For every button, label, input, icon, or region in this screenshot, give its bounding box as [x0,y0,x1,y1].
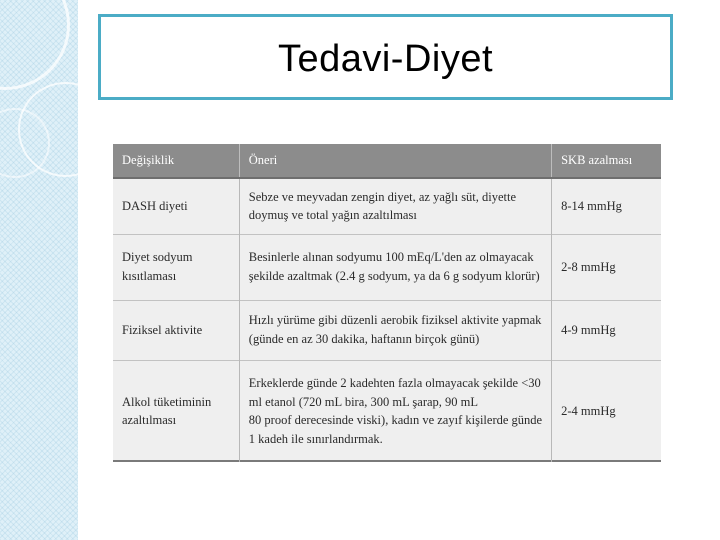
table-row [113,300,661,360]
cell-reduction: 2-8 mmHg [552,234,661,300]
decorative-ring [0,0,70,90]
recommendation-line: Hızlı yürüme gibi düzenli aerobik fiziksel aktivite yapmak [248,313,542,328]
cell-recommendation [239,360,551,462]
cell-reduction: 8-14 mmHg [552,178,661,234]
recommendation-line: (günde en az 30 dakika, haftanın birçok günü) [248,332,480,346]
recommendation-table [113,144,661,462]
cell-recommendation [239,300,551,360]
header-recommendation: Öneri [239,144,551,178]
recommendation-line: şekilde azaltmak (2.4 g sodyum, ya da 6 g sodyum klorür) [248,269,540,283]
cell-change: Diyet sodyum kısıtlaması [113,234,239,300]
header-change: Değişiklik [113,144,239,178]
table-header-row [113,144,661,178]
recommendation-line: 1 kadeh ile sınırlandırmak. [248,432,383,446]
header-reduction: SKB azalması [552,144,661,178]
cell-reduction: 4-9 mmHg [552,300,661,360]
slide-title: Tedavi-Diyet [277,37,494,80]
cell-change: DASH diyeti [113,178,239,234]
table-row [113,234,661,300]
table-row [113,360,661,462]
recommendation-line: Sebze ve meyvadan zengin diyet, az yağlı süt, diyette [248,189,517,204]
recommendation-table-image [113,144,661,462]
table-row [113,178,661,234]
recommendation-line: 80 proof derecesinde viski), kadın ve zayıf kişilerde günde [248,413,543,428]
recommendation-line: ml etanol (720 mL bira, 300 mL şarap, 90 mL [248,394,479,409]
recommendation-line: Erkeklerde günde 2 kadehten fazla olmayacak şekilde <30 [248,375,541,390]
title-box [98,14,673,100]
decorative-side-strip [0,0,78,540]
cell-change: Alkol tüketiminin azaltılması [113,360,239,462]
recommendation-line: doymuş ve total yağın azaltılması [248,208,417,223]
cell-recommendation [239,178,551,234]
cell-change: Fiziksel aktivite [113,300,239,360]
recommendation-line: Besinlerle alınan sodyumu 100 mEq/L'den az olmayacak [248,250,534,265]
cell-recommendation [239,234,551,300]
cell-reduction: 2-4 mmHg [552,360,661,462]
